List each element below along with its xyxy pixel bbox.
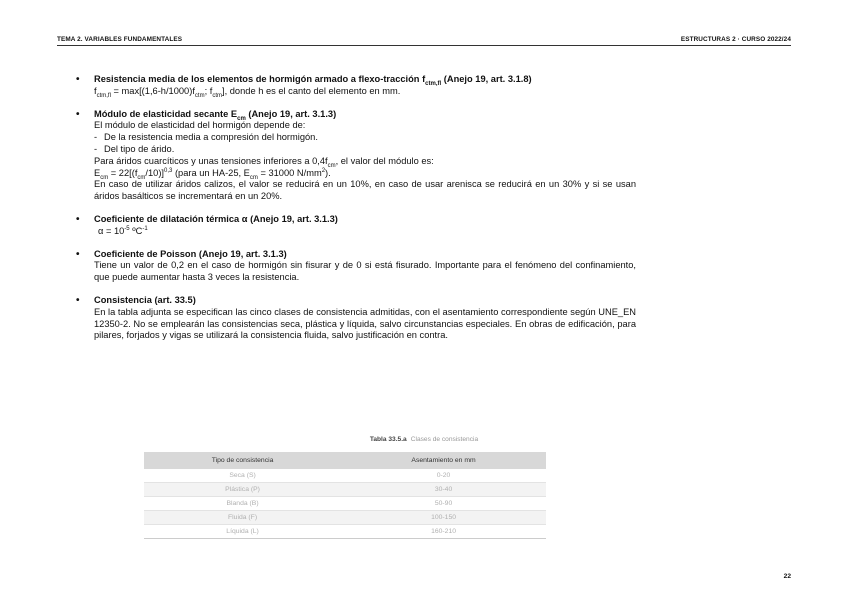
column-header-slump: Asentamiento en mm [341,452,546,469]
slump-cell: 50-90 [341,497,546,511]
consistency-text: En la tabla adjunta se especifican las cinco clases de consistencia admitidas, con el asentamiento correspondiente según UNE_EN 12350-2. No se emplearán las consistencias seca, plástica y líquida, salvo circunstancias especiales. En obras de edificación, para pilares, forjados y vigas se utilizará la consistencia fluida, salvo justificación en contra. [94,306,636,341]
column-header-type: Tipo de consistencia [144,452,341,469]
table-row [144,469,546,483]
table-row [144,497,546,511]
section-thermal-expansion [76,214,636,238]
slump-cell: 30-40 [341,483,546,497]
table-header-row [144,452,546,469]
modulus-factor-strength: - De la resistencia media a compresión del hormigón. [94,132,636,144]
section-elastic-modulus [76,109,636,203]
flexural-formula: $f_{ctm,fl} = \max[(1,6-h/1000)f_{ctm}$; $f_{ctm}$], donde h es el canto del elemento en mm. [94,85,401,99]
consistency-type-cell: Seca (S) [144,469,341,483]
slump-cell: 100-150 [341,511,546,525]
slump-cell: 0-20 [341,469,546,483]
consistency-type-cell: Plástica (P) [144,483,341,497]
document-body [76,74,636,353]
slump-cell: 160-210 [341,525,546,539]
section-title: • Módulo de elasticidad secante $E_{cm}$ (Anejo 19, art. 3.1.3) [94,108,337,122]
page-number: 22 [783,573,791,580]
section-title: • Resistencia media de los elementos de hormigón armado a flexo-tracción $f_{ctm,fl}$ (Anejo 19, art. 3.1.8) [94,74,532,87]
modulus-factor-aggregate: - Del tipo de árido. [94,144,636,156]
page-header [57,36,791,43]
consistency-type-cell: Blanda (B) [144,497,341,511]
modulus-aggregate-note: En caso de utilizar áridos calizos, el valor se reducirá en un 10%, en caso de usar arenisca se reducirá en un 30% y si se usan áridos basálticos se incrementará en un 20%. [94,179,636,202]
header-divider [57,45,791,46]
section-poisson [76,249,636,284]
section-consistency [76,295,636,342]
section-title: • Coeficiente de Poisson (Anejo 19, art. 3.1.3) [94,248,287,259]
consistency-type-cell: Fluida (F) [144,511,341,525]
poisson-text: Tiene un valor de 0,2 en el caso de hormigón sin fisurar y de 0 si está fisurado. Importante para el fenómeno del confinamiento, que puede aumentar hasta 3 veces la resistencia. [94,260,636,283]
header-course-name: ESTRUCTURAS 2 · CURSO 2022/24 [680,36,791,43]
table-row [144,511,546,525]
modulus-intro: El módulo de elasticidad del hormigón depende de: [94,120,306,131]
table-caption [0,436,848,443]
table-row [144,483,546,497]
section-title: • Consistencia (art. 33.5) [94,294,196,305]
table-row [144,525,546,539]
header-course-topic: TEMA 2. VARIABLES FUNDAMENTALES [57,36,183,43]
table-caption-description: Clases de consistencia [410,436,479,443]
modulus-condition: Para áridos cuarcíticos y unas tensiones inferiores a $0,4f_{cm}$, el valor del módulo es: [94,155,434,169]
section-title: • Coeficiente de dilatación térmica α (Anejo 19, art. 3.1.3) [94,213,338,224]
consistency-type-cell: Líquida (L) [144,525,341,539]
section-flexural-strength [76,74,636,98]
table-caption-label: Tabla 33.5.a [369,436,407,443]
modulus-formula: $E_{cm} = 22[(f_{cm}/10)]^{0,3}$ (para un HA-25, $E_{cm} = 31000$ $N/mm^2$). [94,167,331,181]
consistency-table [144,452,546,539]
thermal-formula: $\alpha = 10^{-5}$ ºC$^{-1}$ [98,225,148,236]
